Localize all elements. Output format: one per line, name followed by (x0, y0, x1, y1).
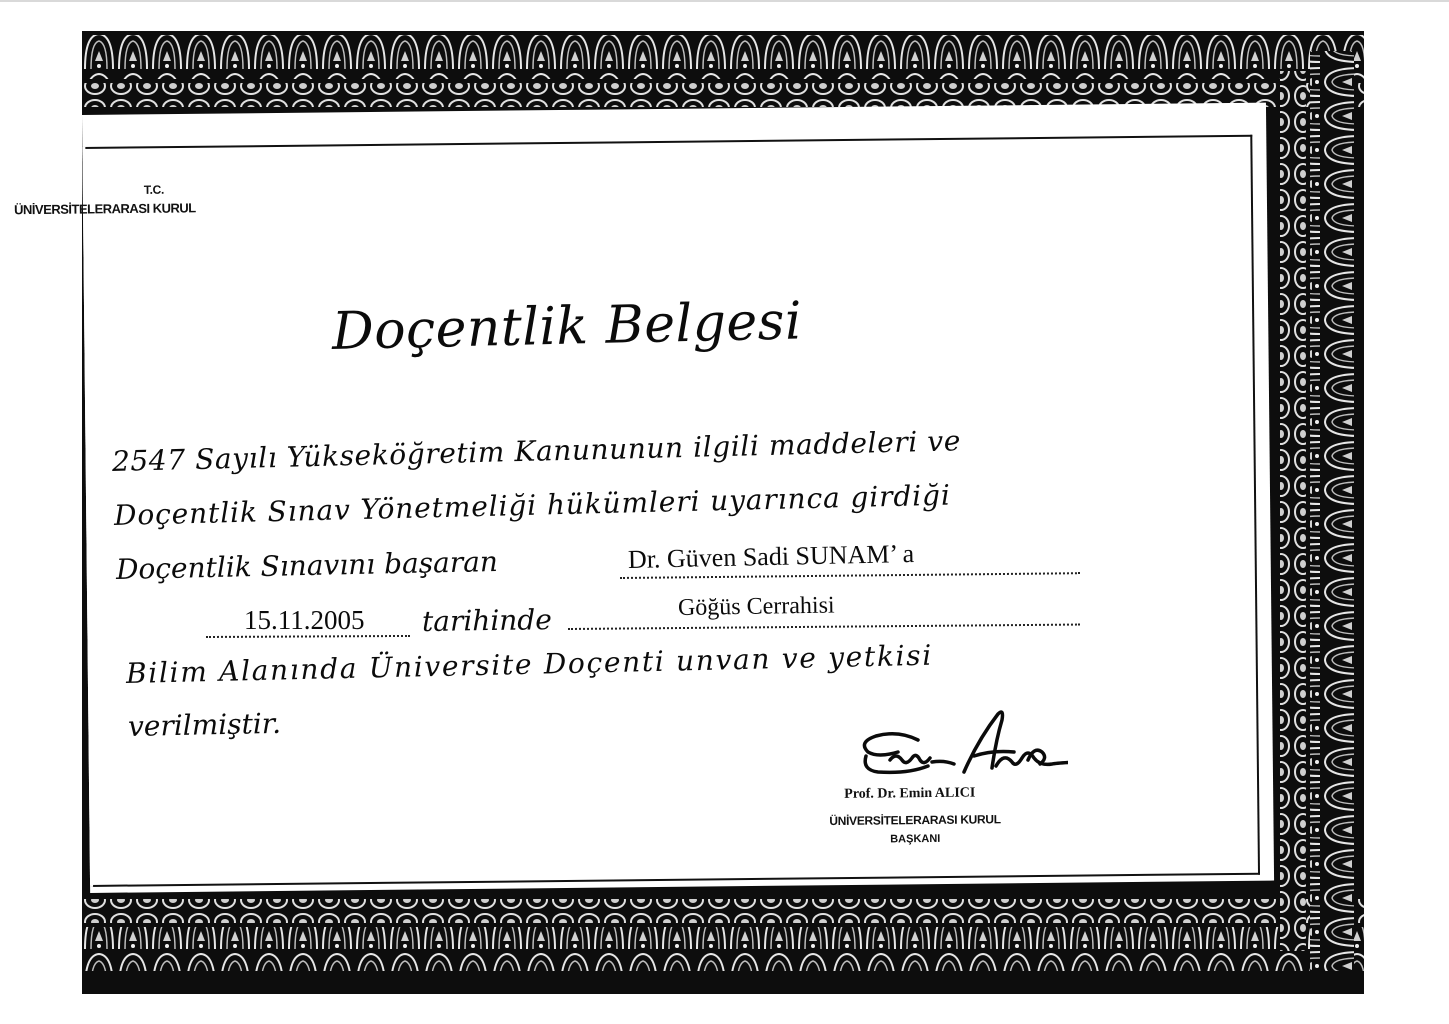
signatory-organization: ÜNİVERSİTELERARASI KURUL (829, 812, 1001, 829)
signatory-name: Prof. Dr. Emin ALICI (844, 785, 976, 802)
field-of-study: Göğüs Cerrahisi (677, 592, 835, 621)
issuer-header (14, 182, 254, 218)
date-field: 15.11.2005 (244, 605, 365, 635)
signatory-role: BAŞKANI (890, 832, 941, 846)
signature-image (778, 700, 1068, 790)
body-line-1: 2547 Sayılı Yükseköğretim Kanununun ilgili maddeleri ve (111, 424, 962, 478)
issuer-name: ÜNİVERSİTELERARASI KURUL (14, 200, 196, 218)
body-line-3-text: Doçentlik Sınavını başaran (115, 545, 499, 586)
recipient-name: Dr. Güven Sadi SUNAM (627, 539, 890, 574)
signatory-block (780, 784, 1081, 846)
document-title: Doçentlik Belgesi (331, 291, 803, 362)
date-suffix-text: tarihinde (421, 603, 553, 638)
recipient-suffix: ’ a (889, 539, 915, 569)
body-line-2: Doçentlik Sınav Yönetmeliği hükümleri uyarınca girdiği (113, 478, 952, 532)
body-line-6: verilmiştir. (127, 706, 282, 743)
issuer-country: T.C. (143, 182, 165, 197)
body-line-5: Bilim Alanında Üniversite Doçenti unvan ve yetkisi (125, 638, 934, 690)
recipient-name-field (628, 539, 915, 575)
page-edge (0, 0, 1449, 2)
